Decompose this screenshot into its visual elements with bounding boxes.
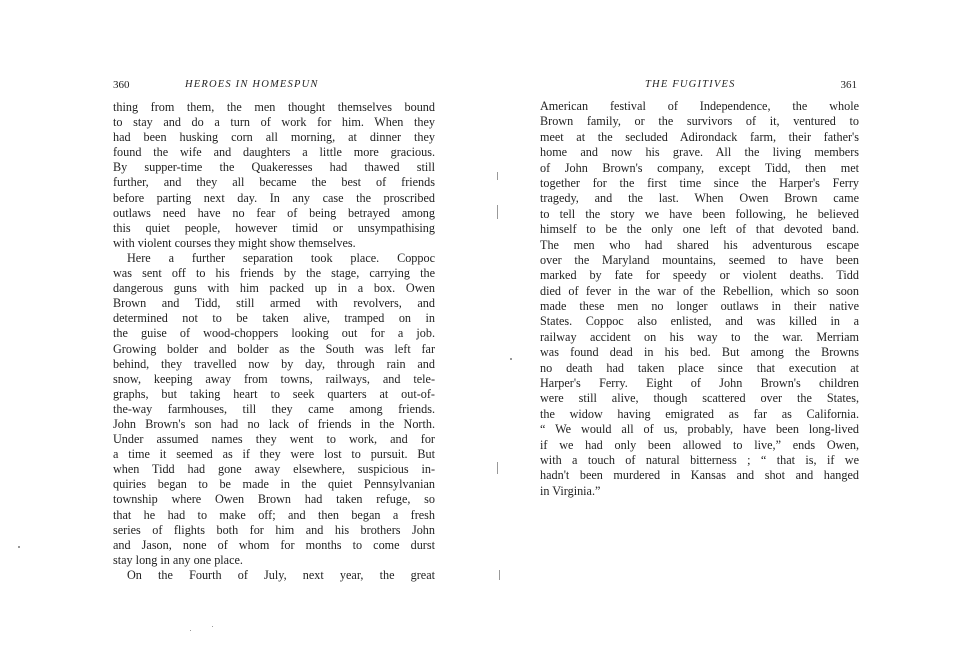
right-page-body (540, 99, 859, 499)
text-line: outlaws need have no fear of being betrayed among (113, 205, 435, 220)
scan-speck (190, 630, 191, 631)
gutter-mark (497, 205, 498, 219)
text-line: before parting next day. In any case the proscribed (113, 190, 435, 205)
text-line: John Brown's son had no lack of friends in the North. (113, 416, 435, 431)
text-line: this quiet people, however timid or unsympathising (113, 220, 435, 235)
text-line: found the wife and daughters a little more gracious. (113, 145, 435, 160)
text-line: the widow having emigrated as far as California. (540, 406, 859, 421)
text-line: further, and they all became the best of friends (113, 175, 435, 190)
text-line: to tell the story we have been following, he believed (540, 206, 859, 221)
scan-speck (212, 626, 213, 627)
text-line: dangerous guns with him packed up in a box. Owen (113, 281, 435, 296)
text-line: marked by fate for speedy or violent deaths. Tidd (540, 268, 859, 283)
text-line: graphs, but taking heart to seek quarters at out-of- (113, 386, 435, 401)
text-line: to stay and do a turn of work for him. When they (113, 115, 435, 130)
text-line: railway accident on his way to the war. Merriam (540, 329, 859, 344)
text-line: a time it seemed as if they were lost to pursuit. But (113, 447, 435, 462)
text-line: hadn't been murdered in Kansas and shot and hanged (540, 468, 859, 483)
gutter-mark (497, 172, 498, 180)
right-running-title: THE FUGITIVES (645, 79, 736, 90)
text-line: with violent courses they might show themselves. (113, 235, 356, 250)
text-line: when Tidd had gone away elsewhere, suspicious in- (113, 462, 435, 477)
left-running-title: HEROES IN HOMESPUN (185, 79, 319, 90)
text-line: quiries began to be made in the quiet Pennsylvanian (113, 477, 435, 492)
right-page-number: 361 (840, 79, 857, 91)
text-line: with a touch of natural bitterness ; “ that is, if we (540, 452, 859, 467)
scan-speck (18, 546, 20, 548)
right-page (535, 0, 865, 657)
text-line: Brown and Tidd, still armed with revolvers, and (113, 296, 435, 311)
text-line: over the Maryland mountains, seemed to have been (540, 252, 859, 267)
text-line: had been husking corn all morning, at dinner they (113, 130, 435, 145)
text-line: The men who had shared his adventurous escape (540, 237, 859, 252)
left-page-number: 360 (113, 79, 130, 91)
text-line: if we had only been allowed to live,” ends Owen, (540, 437, 859, 452)
text-line: himself to be the only one left of that devoted band. (540, 222, 859, 237)
text-line: Growing bolder and bolder as the South was left far (113, 341, 435, 356)
text-line: of John Brown's company, except Tidd, then met (540, 160, 859, 175)
text-line: made these men no longer outlaws in their native (540, 299, 859, 314)
text-line: tragedy, and the last. When Owen Brown came (540, 191, 859, 206)
text-line: together for the first time since the Harper's Ferry (540, 175, 859, 190)
text-line: behind, they travelled now by day, through rain and (113, 356, 435, 371)
text-line: On the Fourth of July, next year, the great (127, 567, 435, 582)
text-line: Under assumed names they went to work, and for (113, 432, 435, 447)
text-line: Brown family, or the survivors of it, ventured to (540, 114, 859, 129)
text-line: was found dead in his bed. But among the Browns (540, 345, 859, 360)
text-line: was sent off to his friends by the stage, carrying the (113, 266, 435, 281)
text-line: Here a further separation took place. Coppoc (127, 250, 435, 265)
text-line: home and now his grave. All the living members (540, 145, 859, 160)
text-line: By supper-time the Quakeresses had thawed still (113, 160, 435, 175)
text-line: determined not to be taken alive, tramped on in (113, 311, 435, 326)
text-line: stay long in any one place. (113, 552, 243, 567)
text-line: the-way farmhouses, till they came among friends. (113, 401, 435, 416)
text-line: Harper's Ferry. Eight of John Brown's children (540, 376, 859, 391)
text-line: American festival of Independence, the whole (540, 99, 859, 113)
gutter-mark (497, 462, 498, 474)
text-line: township where Owen Brown had taken refuge, so (113, 492, 435, 507)
text-line: that he had to make off; and then began a fresh (113, 507, 435, 522)
text-line: no death had taken place since that execution at (540, 360, 859, 375)
text-line: were still alive, though scattered over the States, (540, 391, 859, 406)
text-line: “ We would all of us, probably, have been long-lived (540, 422, 859, 437)
text-line: meet at the secluded Adirondack farm, their father's (540, 129, 859, 144)
gutter-mark (499, 570, 500, 580)
left-page-body (113, 100, 435, 583)
text-line: in Virginia.” (540, 483, 601, 498)
scan-speck (510, 358, 512, 360)
text-line: thing from them, the men thought themselves bound (113, 100, 435, 114)
text-line: series of flights both for him and his brothers John (113, 522, 435, 537)
text-line: died of fever in the war of the Rebellion, which so soon (540, 283, 859, 298)
text-line: and Jason, none of whom for months to come durst (113, 537, 435, 552)
left-page (105, 0, 435, 657)
text-line: snow, keeping away from towns, railways, and tele- (113, 371, 435, 386)
text-line: the guise of wood-choppers looking out for a job. (113, 326, 435, 341)
text-line: States. Coppoc also enlisted, and was killed in a (540, 314, 859, 329)
